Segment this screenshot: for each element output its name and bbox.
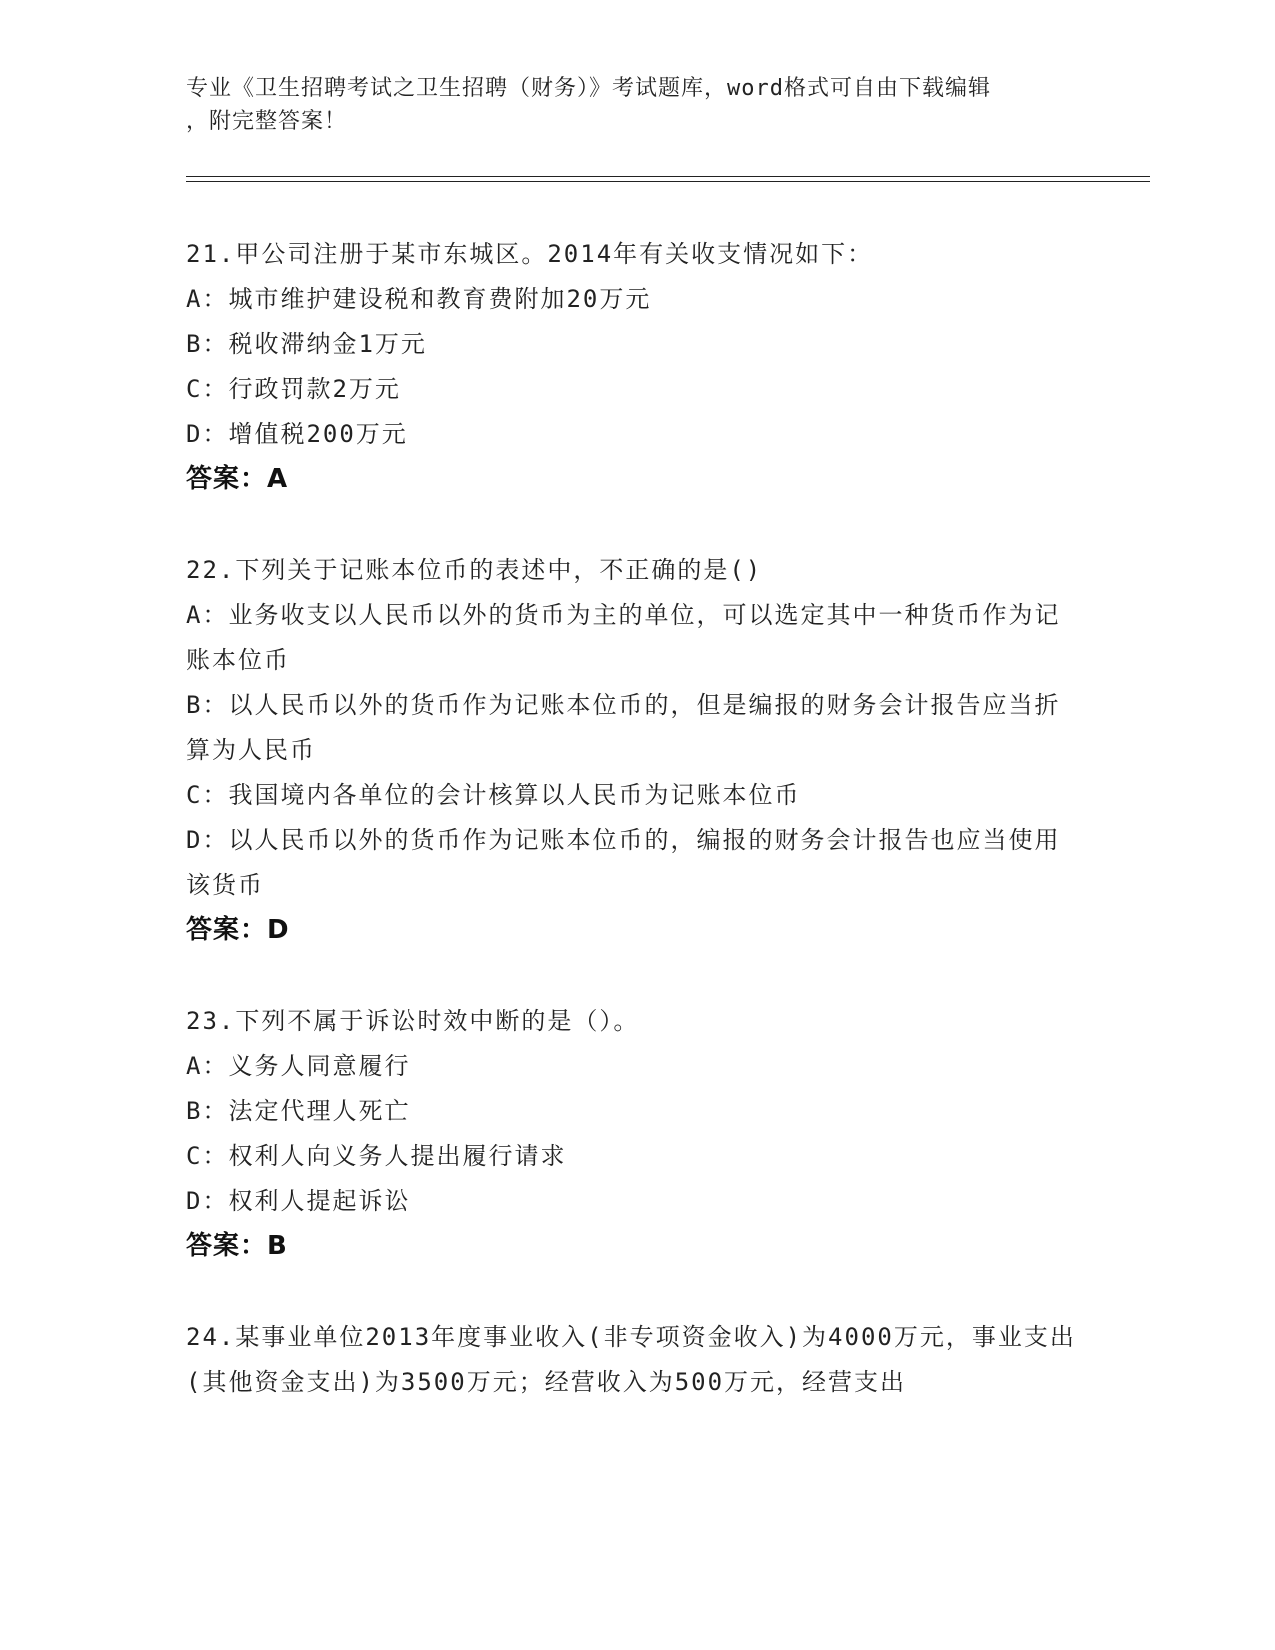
option-a: A：义务人同意履行 — [186, 1052, 411, 1080]
question-stem: 24.某事业单位2013年度事业收入(非专项资金收入)为4000万元，事业支出(其他资金支出)为3500万元；经营收入为500万元，经营支出 — [186, 1323, 1076, 1396]
option-d: D：以人民币以外的货币作为记账本位币的，编报的财务会计报告也应当使用该货币 — [186, 826, 1061, 899]
question-23 — [186, 999, 1086, 1269]
header-divider-bottom — [186, 181, 1150, 182]
option-a: A：城市维护建设税和教育费附加20万元 — [186, 285, 652, 313]
question-stem: 21.甲公司注册于某市东城区。2014年有关收支情况如下： — [186, 240, 874, 268]
option-d: D：增值税200万元 — [186, 420, 408, 448]
answer-label: 答案：A — [186, 464, 289, 494]
header-line-1: 专业《卫生招聘考试之卫生招聘（财务）》考试题库，word格式可自由下载编辑 — [186, 76, 991, 101]
option-b: B：法定代理人死亡 — [186, 1097, 411, 1125]
option-d: D：权利人提起诉讼 — [186, 1187, 411, 1215]
option-c: C：权利人向义务人提出履行请求 — [186, 1142, 567, 1170]
option-a: A：业务收支以人民币以外的货币为主的单位，可以选定其中一种货币作为记账本位币 — [186, 601, 1061, 674]
question-list — [186, 232, 1086, 1451]
header-line-2: ，附完整答案！ — [186, 109, 348, 134]
answer-label: 答案：B — [186, 1231, 288, 1261]
header-divider-top — [186, 176, 1150, 177]
document-header — [186, 72, 1066, 138]
option-b: B：以人民币以外的货币作为记账本位币的，但是编报的财务会计报告应当折算为人民币 — [186, 691, 1061, 764]
question-stem: 23.下列不属于诉讼时效中断的是（）。 — [186, 1007, 640, 1035]
question-stem: 22.下列关于记账本位币的表述中，不正确的是() — [186, 556, 763, 584]
option-b: B：税收滞纳金1万元 — [186, 330, 427, 358]
option-c: C：我国境内各单位的会计核算以人民币为记账本位币 — [186, 781, 801, 809]
answer-label: 答案：D — [186, 915, 290, 945]
question-21 — [186, 232, 1086, 502]
question-22 — [186, 548, 1086, 953]
question-24 — [186, 1315, 1086, 1405]
option-c: C：行政罚款2万元 — [186, 375, 401, 403]
